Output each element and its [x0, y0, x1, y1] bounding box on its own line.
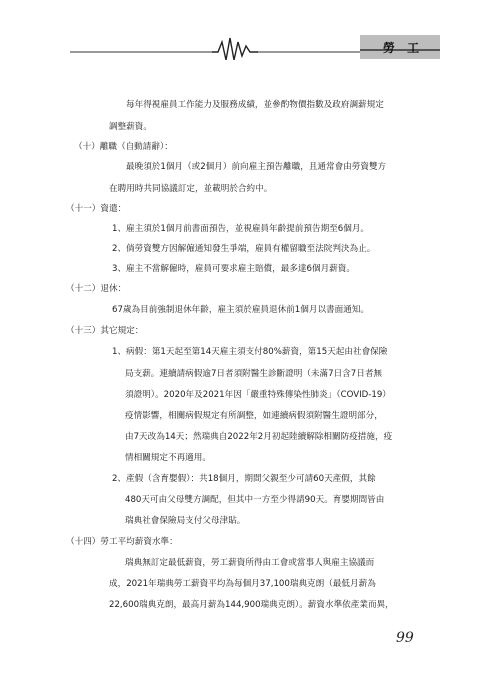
paragraph-line: 調整薪資。: [109, 122, 152, 132]
section-heading: （十三）其它規定：: [66, 326, 144, 336]
list-item-continuation: 由7天改為14天；然瑞典自2022年2月初起陸續解除相關防疫措施，疫: [125, 432, 393, 442]
paragraph-line: 67歲為目前強制退休年齡，雇主須於雇員退休前1個月以書面通知。: [112, 305, 370, 315]
section-heading: （十一）資遣：: [66, 204, 127, 214]
list-item-continuation: 須證明）。2020年及2021年因「嚴重特殊傳染性肺炎」（COVID-19）: [125, 390, 391, 400]
paragraph-line: 瑞典無訂定最低薪資，勞工薪資所得由工會或當事人與雇主協議而: [125, 558, 375, 568]
list-item-continuation: 情相關規定不再適用。: [125, 453, 211, 463]
list-item-continuation: 480天可由父母雙方調配，但其中一方至少得請90天。育嬰期間皆由: [125, 495, 385, 505]
list-item-continuation: 疫情影響，相關病假規定有所調整，如連續病假須附醫生證明部分，: [125, 411, 383, 421]
section-heading: （十二）退休：: [66, 284, 127, 294]
paragraph-line: 每年得視雇員工作能力及服務成績，並參酌物價指數及政府調薪規定: [126, 100, 384, 110]
paragraph-line: 22,600瑞典克朗，最高月薪為144,900瑞典克朗）。薪資水準依產業而異，: [109, 600, 394, 610]
section-heading: （十四）勞工平均薪資水準：: [66, 537, 178, 547]
paragraph-line: 最晚須於1個月（或2個月）前向雇主預告離職，且通常會由勞資雙方: [126, 162, 387, 172]
paragraph-line: 在聘用時共同協議訂定，並載明於合約中。: [109, 184, 273, 194]
section-heading: （十）離職（自動請辭）：: [74, 142, 173, 152]
list-item-continuation: 瑞典社會保險局支付父母津貼。: [125, 516, 246, 526]
list-item-continuation: 局支薪。連續請病假逾7日者須附醫生診斷證明（未滿7日含7日者無: [125, 369, 383, 379]
list-item: 3、雇主不當解僱時，雇員可要求雇主賠償，最多達6個月薪資。: [112, 264, 355, 274]
list-item: 2、倘勞資雙方因解僱通知發生爭端，雇員有權留職至法院判決為止。: [112, 244, 376, 254]
page-number: 99: [396, 630, 414, 646]
list-item: 1、雇主須於1個月前書面預告，並視雇員年齡提前預告期至6個月。: [112, 224, 370, 234]
paragraph-line: 成，2021年瑞典勞工薪資平均為每個月37,100瑞典克朗（最低月薪為: [109, 579, 376, 589]
section-title: 勞 工: [382, 41, 424, 55]
list-item: 2、產假（含育嬰假）：共18個月，期間父親至少可請60天產假，其餘: [112, 474, 376, 484]
running-header: [0, 0, 480, 60]
list-item: 1、病假：第1天起至第14天雇主須支付80%薪資，第15天起由社會保險: [112, 347, 388, 357]
